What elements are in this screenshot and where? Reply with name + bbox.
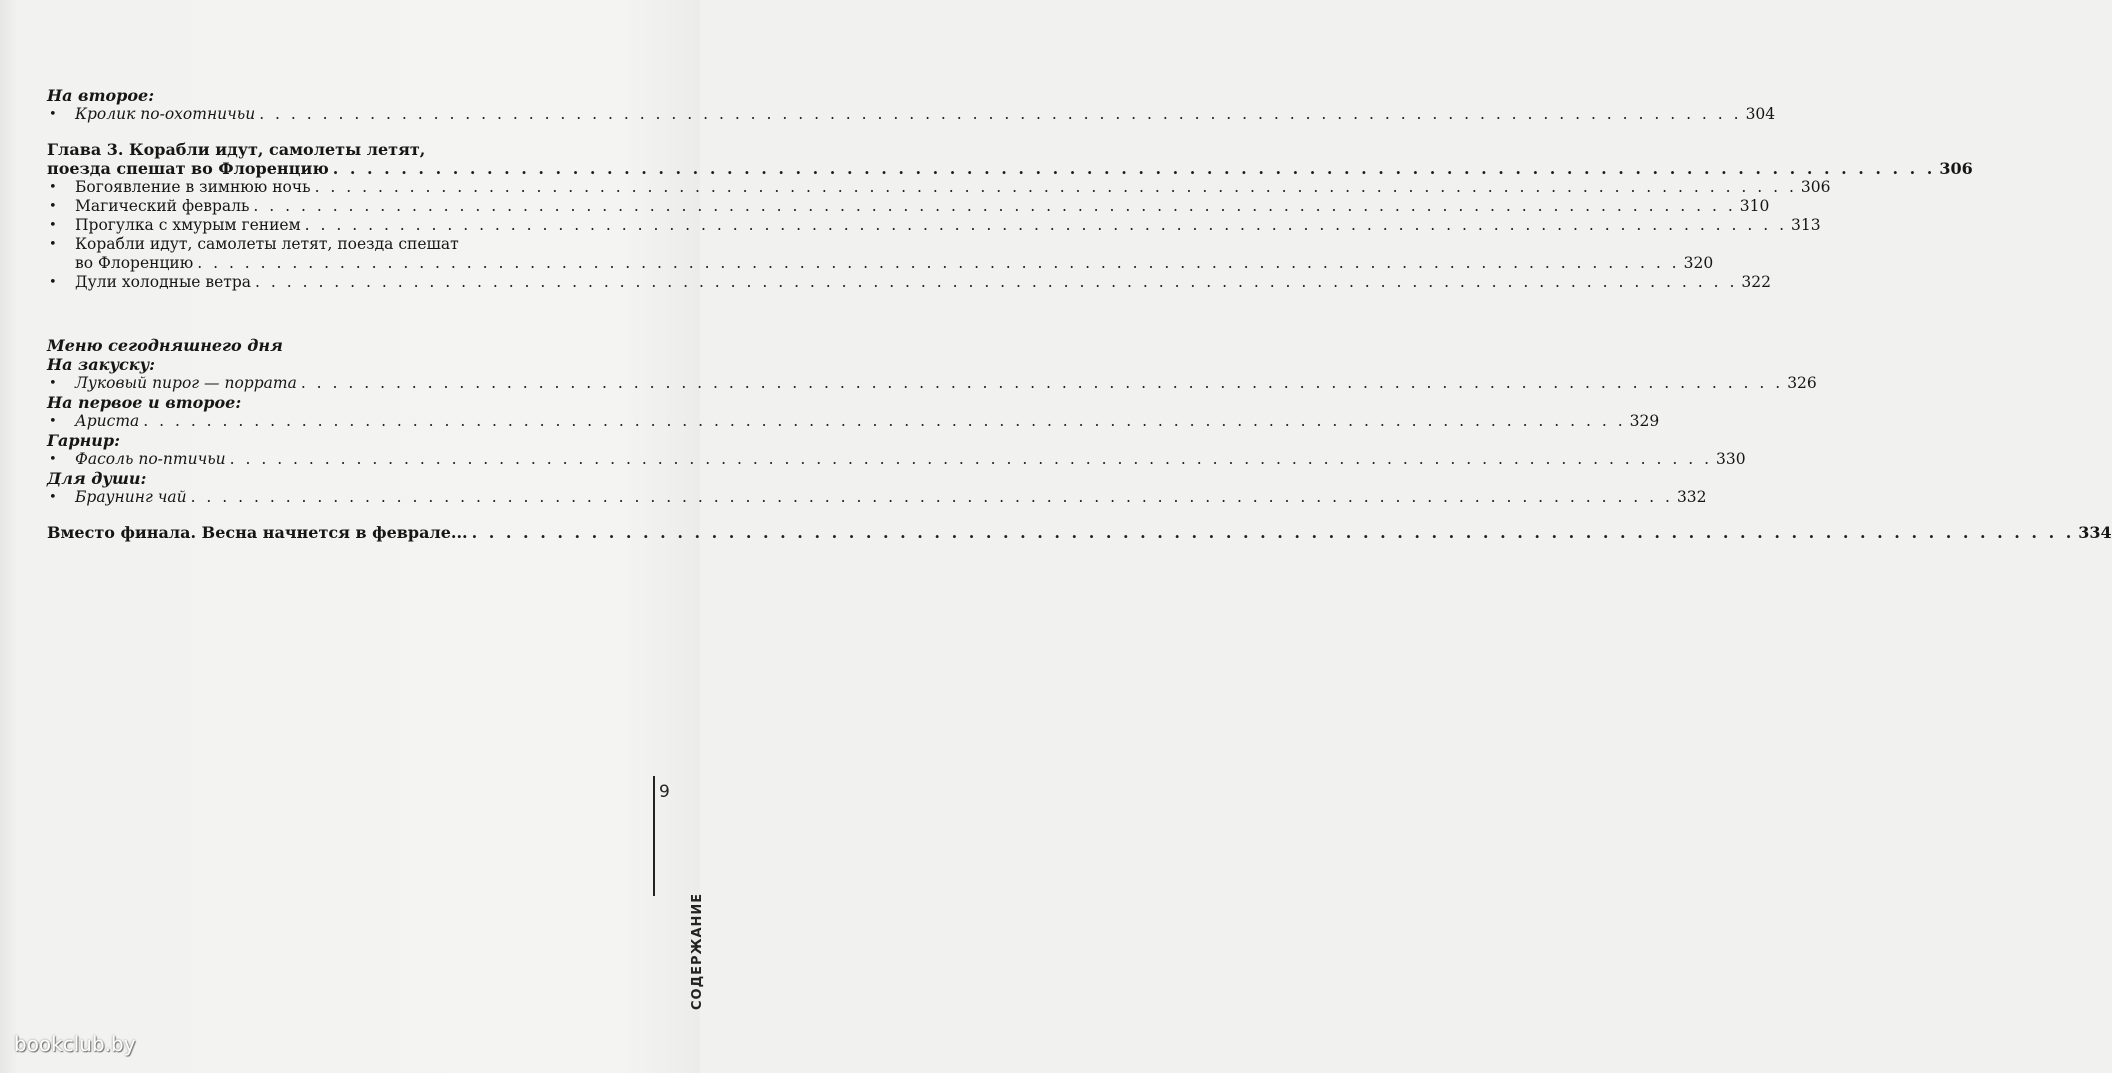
entry-title: Луковый пирог — поррата [75, 374, 297, 392]
bullet: • [49, 180, 57, 195]
entry-title-line1: Корабли идут, самолеты летят, поезда спешат [75, 235, 459, 253]
entry-title: Дули холодные ветра [75, 273, 252, 291]
menu-group-heading: Гарнир: [47, 431, 120, 450]
entry-page: 332 [1676, 488, 1707, 506]
bullet: • [49, 376, 57, 391]
menu-group-heading: На первое и второе: [47, 393, 242, 412]
dot-leader [301, 374, 1783, 393]
section-label: СОДЕРЖАНИЕ [690, 892, 705, 1010]
toc-entry-line2[interactable] [47, 254, 1714, 273]
toc-entry-line1[interactable] [47, 235, 606, 254]
bullet: • [49, 275, 57, 290]
menu-group-heading: На закуску: [47, 355, 156, 374]
dot-leader [197, 254, 1679, 273]
finale-entry[interactable] [47, 523, 2112, 542]
chapter-title-line2: поезда спешат во Флоренцию [47, 159, 329, 178]
page-edge-rule [653, 776, 655, 896]
toc-entry[interactable] [47, 412, 1660, 431]
entry-page: 320 [1683, 254, 1714, 272]
menu-group-heading: Для души: [47, 469, 147, 488]
page-number: 9 [659, 782, 670, 802]
dot-leader [230, 450, 1712, 469]
section-heading-second: На второе: [47, 86, 155, 105]
toc-entry[interactable] [47, 178, 1831, 197]
toc-entry[interactable] [47, 105, 1776, 124]
bullet: • [49, 107, 57, 122]
finale-page: 334 [2078, 523, 2112, 542]
dot-leader [333, 159, 1936, 178]
entry-page: 313 [1791, 216, 1821, 234]
chapter-entry[interactable] [47, 159, 1973, 178]
entry-page: 330 [1716, 450, 1746, 468]
entry-title: Прогулка с хмурым гением [75, 216, 301, 234]
bullet: • [49, 237, 57, 252]
entry-title: Магический февраль [75, 197, 250, 215]
bullet: • [49, 452, 57, 467]
watermark-logo: bookclub.by [14, 1032, 136, 1056]
toc-entry[interactable] [47, 488, 1707, 507]
menu-heading: Меню сегодняшнего дня [47, 336, 283, 355]
entry-title: Ариста [75, 412, 140, 430]
toc-entry[interactable] [47, 273, 1771, 292]
entry-page: 322 [1741, 273, 1771, 291]
entry-page: 306 [1800, 178, 1831, 196]
entry-title: Браунинг чай [75, 488, 187, 506]
toc-entry[interactable] [47, 450, 1746, 469]
bullet: • [49, 199, 57, 214]
toc-entry[interactable] [47, 197, 1770, 216]
dot-leader [315, 178, 1797, 197]
entry-page: 310 [1739, 197, 1770, 215]
entry-title: Фасоль по-птичьи [75, 450, 226, 468]
entry-page: 326 [1787, 374, 1817, 392]
entry-page: 304 [1745, 105, 1776, 123]
table-of-contents [47, 86, 2112, 542]
entry-page: 329 [1629, 412, 1660, 430]
dot-leader [255, 273, 1737, 292]
finale-title: Вместо финала. Весна начнется в феврале... [47, 523, 468, 542]
chapter-title-line1[interactable]: Глава 3. Корабли идут, самолеты летят, [47, 140, 426, 159]
bullet: • [49, 490, 57, 505]
dot-leader [143, 412, 1625, 431]
bullet: • [49, 218, 57, 233]
toc-entry[interactable] [47, 216, 1821, 235]
entry-title: Кролик по-охотничьи [75, 105, 256, 123]
dot-leader [259, 105, 1741, 124]
bullet: • [49, 414, 57, 429]
dot-leader [191, 488, 1673, 507]
entry-title: Богоявление в зимнюю ночь [75, 178, 311, 196]
dot-leader [472, 523, 2075, 542]
dot-leader [253, 197, 1735, 216]
chapter-page: 306 [1939, 159, 1973, 178]
dot-leader [305, 216, 1787, 235]
toc-entry[interactable] [47, 374, 1817, 393]
entry-title-line2: во Флоренцию [75, 254, 194, 272]
